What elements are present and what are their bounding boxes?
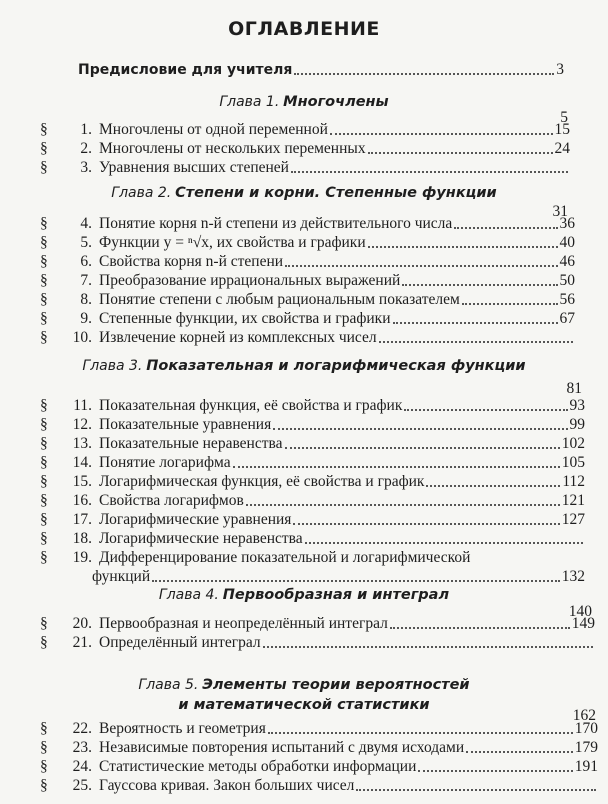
section-number: 17.	[72, 511, 92, 528]
page-number: 36	[559, 215, 575, 232]
chapter-name-line-2: и математической статистики	[178, 697, 430, 713]
leader-dots	[390, 626, 570, 629]
section-title: Степенные функции, их свойства и графики	[99, 310, 391, 327]
section-title: Показательные уравнения	[99, 416, 272, 433]
section-title-continuation: функций	[92, 568, 151, 585]
section-number: 7.	[80, 272, 92, 289]
section-number: 5.	[80, 234, 92, 251]
section-row	[40, 415, 585, 434]
page-number: 24	[554, 140, 570, 157]
section-row	[40, 472, 585, 491]
section-sign: §	[40, 530, 48, 547]
section-row	[40, 614, 595, 633]
leader-dots	[379, 340, 573, 343]
section-number: 11.	[73, 397, 92, 414]
section-sign: §	[40, 511, 48, 528]
section-number: 6.	[80, 253, 92, 270]
page-number: 50	[559, 272, 575, 289]
leader-dots	[233, 465, 560, 468]
section-number: 18.	[72, 530, 92, 547]
chapter-name: Степени и корни. Степенные функции	[175, 185, 497, 201]
section-number: 21.	[72, 634, 92, 651]
section-sign: §	[40, 492, 48, 509]
section-title: Извлечение корней из комплексных чисел	[99, 329, 377, 346]
section-sign: §	[40, 291, 48, 308]
chapter-number: Глава 3.	[82, 358, 143, 374]
section-row	[40, 529, 585, 548]
section-row	[40, 290, 575, 309]
leader-dots	[293, 522, 559, 525]
section-row-continuation	[92, 567, 585, 586]
leader-dots	[285, 446, 560, 449]
page-number: 15	[554, 121, 570, 138]
section-number: 10.	[72, 329, 92, 346]
section-row	[40, 434, 585, 453]
section-number: 3.	[80, 159, 92, 176]
section-number: 25.	[72, 777, 92, 794]
section-number: 4.	[80, 215, 92, 232]
section-number: 9.	[80, 310, 92, 327]
page-number: 67	[559, 310, 575, 327]
section-sign: §	[40, 758, 48, 775]
section-row	[40, 328, 575, 347]
page-number: 149	[571, 615, 595, 632]
section-sign: §	[40, 253, 48, 270]
section-sign: §	[40, 329, 48, 346]
leader-dots	[263, 645, 593, 648]
section-number: 14.	[72, 454, 92, 471]
page-number: 105	[561, 454, 585, 471]
leader-dots	[291, 170, 568, 173]
chapter-2-heading	[0, 183, 608, 203]
section-number: 24.	[72, 758, 92, 775]
chapter-number: Глава 1.	[219, 94, 280, 110]
toc-title: ОГЛАВЛЕНИЕ	[228, 18, 380, 40]
page-number: 40	[559, 234, 575, 251]
page-number: 127	[561, 511, 585, 528]
section-row	[40, 396, 585, 415]
page-number: 93	[569, 397, 585, 414]
leader-dots	[330, 132, 553, 135]
section-title: Дифференцирование показательной и логарифмической	[99, 549, 471, 566]
section-sign: §	[40, 397, 48, 414]
section-number: 1.	[80, 121, 92, 138]
chapter-4-heading	[0, 585, 608, 605]
page-number: 112	[562, 473, 585, 490]
section-title: Показательная функция, её свойства и график	[99, 397, 403, 414]
section-sign: §	[40, 739, 48, 756]
page-number: 140	[568, 603, 592, 620]
page-number: 170	[574, 720, 598, 737]
leader-dots	[305, 541, 583, 544]
section-row	[40, 776, 598, 795]
chapter-5-heading	[0, 675, 608, 715]
section-title: Гауссова кривая. Закон больших чисел	[99, 777, 355, 794]
page-number: 162	[572, 707, 596, 724]
chapter-name: Элементы теории вероятностей	[202, 677, 470, 693]
chapter-number: Глава 2.	[111, 185, 172, 201]
section-title: Логарифмические неравенства	[99, 530, 303, 547]
page-number: 81	[566, 380, 582, 397]
section-sign: §	[40, 215, 48, 232]
section-title: Определённый интеграл	[99, 634, 261, 651]
section-number: 22.	[72, 720, 92, 737]
section-number: 12.	[72, 416, 92, 433]
section-title: Понятие логарифма	[99, 454, 231, 471]
chapter-name: Многочлены	[283, 94, 389, 110]
preface-row	[78, 60, 564, 79]
leader-dots	[285, 264, 557, 267]
section-row	[40, 738, 598, 757]
section-sign: §	[40, 454, 48, 471]
section-number: 19.	[72, 549, 92, 566]
leader-dots	[152, 579, 560, 582]
preface-label: Предисловие для учителя	[78, 62, 293, 78]
section-title: Статистические методы обработки информации	[99, 758, 417, 775]
section-title: Вероятность и геометрия	[99, 720, 266, 737]
section-number: 20.	[72, 615, 92, 632]
page-number: 99	[569, 416, 585, 433]
leader-dots	[294, 72, 554, 75]
section-number: 8.	[80, 291, 92, 308]
section-title: Преобразование иррациональных выражений	[99, 272, 401, 289]
section-title: Свойства логарифмов	[99, 492, 244, 509]
section-sign: §	[40, 549, 48, 566]
section-sign: §	[40, 615, 48, 632]
section-title: Многочлены от одной переменной	[99, 121, 328, 138]
leader-dots	[368, 151, 553, 154]
section-row	[40, 491, 585, 510]
section-sign: §	[40, 121, 48, 138]
section-row	[40, 158, 570, 177]
leader-dots	[418, 769, 572, 772]
section-row	[40, 453, 585, 472]
section-title: Многочлены от нескольких переменных	[99, 140, 366, 157]
section-sign: §	[40, 416, 48, 433]
leader-dots	[404, 408, 567, 411]
section-row	[40, 757, 598, 776]
section-row	[40, 214, 575, 233]
section-title: Первообразная и неопределённый интеграл	[99, 615, 388, 632]
section-title: Логарифмические уравнения	[99, 511, 292, 528]
chapter-name: Первообразная и интеграл	[222, 587, 450, 603]
section-row	[40, 548, 585, 567]
page-number: 5	[560, 109, 568, 126]
page-number: 102	[561, 435, 585, 452]
leader-dots	[356, 788, 596, 791]
section-title: Понятие степени с любым рациональным показателем	[99, 291, 460, 308]
section-sign: §	[40, 140, 48, 157]
section-sign: §	[40, 435, 48, 452]
section-row	[40, 120, 570, 139]
section-row	[40, 309, 575, 328]
section-sign: §	[40, 777, 48, 794]
leader-dots	[466, 750, 573, 753]
leader-dots	[246, 503, 560, 506]
chapter-3-heading	[0, 356, 608, 376]
chapter-name: Показательная и логарифмическая функции	[146, 358, 526, 374]
section-title: Логарифмическая функция, её свойства и график	[99, 473, 425, 490]
page-number: 31	[552, 203, 568, 220]
section-number: 13.	[72, 435, 92, 452]
page-number: 191	[574, 758, 598, 775]
section-row	[40, 633, 595, 652]
section-row	[40, 271, 575, 290]
page-number: 132	[561, 568, 585, 585]
section-row	[40, 139, 570, 158]
section-number: 16.	[72, 492, 92, 509]
section-sign: §	[40, 473, 48, 490]
chapter-1-heading	[0, 92, 608, 112]
section-row	[40, 233, 575, 252]
leader-dots	[273, 427, 567, 430]
section-title: Уравнения высших степеней	[99, 159, 289, 176]
leader-dots	[454, 226, 557, 229]
leader-dots	[462, 302, 558, 305]
section-title: Свойства корня n-й степени	[99, 253, 284, 270]
section-row	[40, 510, 585, 529]
section-title: Понятие корня n-й степени из действительного числа	[99, 215, 453, 232]
leader-dots	[368, 245, 558, 248]
page-number: 56	[559, 291, 575, 308]
section-title: Независимые повторения испытаний с двумя исходами	[99, 739, 465, 756]
section-row	[40, 252, 575, 271]
section-sign: §	[40, 159, 48, 176]
section-sign: §	[40, 272, 48, 289]
section-number: 2.	[80, 140, 92, 157]
section-sign: §	[40, 634, 48, 651]
chapter-number: Глава 5.	[138, 677, 199, 693]
section-sign: §	[40, 234, 48, 251]
section-title: Показательные неравенства	[99, 435, 283, 452]
chapter-number: Глава 4.	[158, 587, 219, 603]
page-number: 179	[574, 739, 598, 756]
section-row	[40, 719, 598, 738]
leader-dots	[393, 321, 558, 324]
page-number: 3	[556, 61, 564, 78]
leader-dots	[268, 731, 573, 734]
page-number: 46	[559, 253, 575, 270]
leader-dots	[402, 283, 557, 286]
section-sign: §	[40, 310, 48, 327]
leader-dots	[426, 484, 560, 487]
section-sign: §	[40, 720, 48, 737]
section-title: Функции y = ⁿ√x, их свойства и графики	[99, 234, 366, 251]
section-number: 15.	[72, 473, 92, 490]
page-number: 121	[561, 492, 585, 509]
section-number: 23.	[72, 739, 92, 756]
